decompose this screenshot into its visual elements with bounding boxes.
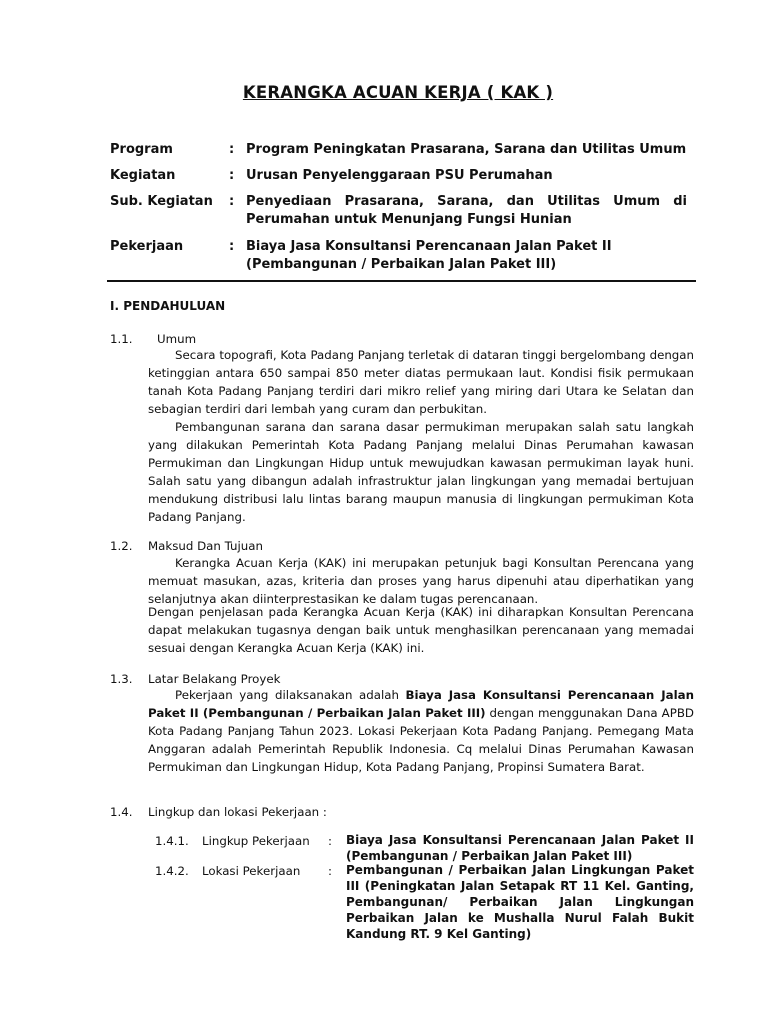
section-1-2-paragraph-1: Kerangka Acuan Kerja (KAK) ini merupakan petunjuk bagi Konsultan Perencana yang memuat masukan, azas, kriteria dan proses yang harus dipenuhi atau diperhatikan yang selanjutnya akan diinterprestasikan ke dalam tugas perencanaan.: [148, 556, 694, 606]
section-1-1-paragraph-2: Pembangunan sarana dan sarana dasar permukiman merupakan salah satu langkah yang dilakukan Pemerintah Kota Padang Panjang melalui Dinas Perumahan kawasan Permukiman dan Lingkungan Hidup untuk mewujudkan kawasan permukiman layak huni. Salah satu yang dibangun adalah infrastruktur jalan lingkungan yang memadai bertujuan mendukung distribusi lalu lintas barang maupun manusia di lingkungan permukiman Kota Padang Panjang.: [148, 420, 694, 524]
kegiatan-colon: :: [229, 168, 235, 183]
section-1-3-paragraph: [148, 686, 694, 776]
item-1-4-1-label: Lingkup Pekerjaan: [202, 834, 310, 848]
program-value: Program Peningkatan Prasarana, Sarana dan Utilitas Umum: [246, 142, 687, 157]
item-1-4-2-value: Pembangunan / Perbaikan Jalan Lingkungan Paket III (Peningkatan Jalan Setapak RT 11 Kel. Ganting, Pembangunan/ Perbaikan Jalan Lingkungan Perbaikan Jalan ke Mushalla Nurul Falah Bukit Kandung RT. 9 Kel Ganting): [346, 863, 694, 941]
kegiatan-label: Kegiatan: [110, 168, 176, 183]
kegiatan-value: Urusan Penyelenggaraan PSU Perumahan: [246, 168, 553, 183]
sub-kegiatan-colon: :: [229, 194, 235, 209]
pekerjaan-colon: :: [229, 239, 235, 254]
section-heading: I. PENDAHULUAN: [110, 299, 226, 313]
item-1-4-2-label: Lokasi Pekerjaan: [202, 864, 301, 878]
section-1-2-paragraph-2: Dengan penjelasan pada Kerangka Acuan Kerja (KAK) ini diharapkan Konsultan Perencana dapat melakukan tugasnya dengan baik untuk menghasilkan perencanaan yang memadai sesuai dengan Kerangka Acuan Kerja (KAK) ini.: [148, 605, 694, 655]
section-1-3-number: 1.3.: [110, 672, 133, 686]
pekerjaan-label: Pekerjaan: [110, 239, 184, 254]
sub-kegiatan-label: Sub. Kegiatan: [110, 194, 213, 209]
item-1-4-2-colon: :: [328, 864, 332, 878]
document-title: KERANGKA ACUAN KERJA ( KAK ): [242, 83, 554, 102]
section-1-2-number: 1.2.: [110, 539, 133, 553]
sub-kegiatan-value: Penyediaan Prasarana, Sarana, dan Utilitas Umum di Perumahan untuk Menunjang Fungsi Hunian: [246, 194, 687, 227]
program-colon: :: [229, 142, 235, 157]
item-1-4-1-value: Biaya Jasa Konsultansi Perencanaan Jalan Paket II (Pembangunan / Perbaikan Jalan Paket III): [346, 833, 694, 863]
section-1-1-title: Umum: [157, 332, 197, 346]
item-1-4-2-number: 1.4.2.: [155, 864, 189, 878]
section-1-1-paragraph-1: Secara topografi, Kota Padang Panjang terletak di dataran tinggi bergelombang dengan ketinggian antara 650 sampai 850 meter diatas permukaan laut. Kondisi fisik permukaan tanah Kota Padang Panjang terdiri dari mikro relief yang miring dari Utara ke Selatan dan sebagian terdiri dari lembah yang curam dan perbukitan.: [148, 348, 694, 416]
section-1-3-text-post: dengan menggunakan Dana APBD Kota Padang Panjang Tahun 2023. Lokasi Pekerjaan Kota Padang Panjang. Pemegang Mata Anggaran adalah Pemerintah Republik Indonesia. Cq melalui Dinas Perumahan Kawasan Permukiman dan Lingkungan Hidup, Kota Padang Panjang, Propinsi Sumatera Barat.: [148, 706, 695, 774]
section-1-3-text-bold: Biaya Jasa Konsultansi Perencanaan Jalan Paket II (Pembangunan / Perbaikan Jalan Paket III): [148, 688, 694, 720]
pekerjaan-value-line2: (Pembangunan / Perbaikan Jalan Paket III): [246, 257, 557, 272]
section-1-4-title: Lingkup dan lokasi Pekerjaan :: [148, 805, 327, 819]
program-label: Program: [110, 142, 173, 157]
section-1-4-number: 1.4.: [110, 805, 133, 819]
header-divider: [107, 280, 696, 282]
pekerjaan-value-line1: Biaya Jasa Konsultansi Perencanaan Jalan Paket II: [246, 239, 612, 254]
item-1-4-1-colon: :: [328, 834, 332, 848]
section-1-1-number: 1.1.: [110, 332, 133, 346]
section-1-2-title: Maksud Dan Tujuan: [148, 539, 263, 553]
item-1-4-1-number: 1.4.1.: [155, 834, 189, 848]
section-1-3-title: Latar Belakang Proyek: [148, 672, 281, 686]
section-1-3-text-pre: Pekerjaan yang dilaksanakan adalah: [175, 688, 406, 702]
